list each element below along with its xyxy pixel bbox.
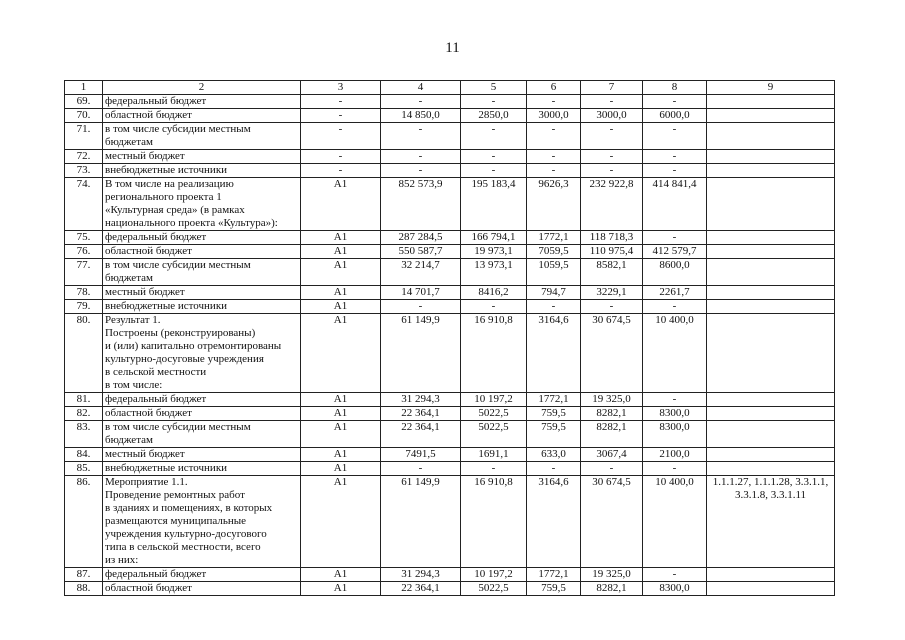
value-col7: 8282,1 (581, 582, 643, 596)
row-code: - (301, 164, 381, 178)
value-col8: 2261,7 (643, 286, 707, 300)
row-reference (707, 582, 835, 596)
table-row (65, 245, 835, 259)
value-col7: 3000,0 (581, 109, 643, 123)
value-col5: 2850,0 (461, 109, 527, 123)
table-row (65, 582, 835, 596)
row-code: - (301, 95, 381, 109)
row-number: 88. (65, 582, 103, 596)
value-col7: - (581, 150, 643, 164)
row-reference (707, 286, 835, 300)
value-col8: - (643, 150, 707, 164)
row-number: 77. (65, 259, 103, 286)
value-col5: 16 910,8 (461, 476, 527, 568)
value-col7: 3229,1 (581, 286, 643, 300)
header-cell: 7 (581, 81, 643, 95)
table-row (65, 150, 835, 164)
table-row (65, 109, 835, 123)
value-col5: - (461, 95, 527, 109)
value-col6: 7059,5 (527, 245, 581, 259)
page-number: 11 (445, 40, 460, 56)
value-col8: - (643, 95, 707, 109)
value-col8: 8300,0 (643, 582, 707, 596)
row-reference (707, 259, 835, 286)
row-number: 84. (65, 448, 103, 462)
header-cell: 6 (527, 81, 581, 95)
value-col4: 61 149,9 (381, 476, 461, 568)
table-row (65, 476, 835, 568)
row-name: местный бюджет (103, 286, 301, 300)
value-col6: 1772,1 (527, 231, 581, 245)
value-col7: - (581, 95, 643, 109)
row-reference (707, 448, 835, 462)
value-col5: 5022,5 (461, 582, 527, 596)
row-name: в том числе субсидии местным бюджетам (103, 123, 301, 150)
value-col8: 8300,0 (643, 421, 707, 448)
table-row (65, 178, 835, 231)
value-col7: 110 975,4 (581, 245, 643, 259)
value-col8: - (643, 123, 707, 150)
row-code: А1 (301, 476, 381, 568)
value-col5: 5022,5 (461, 421, 527, 448)
row-reference (707, 245, 835, 259)
row-reference (707, 568, 835, 582)
value-col7: 30 674,5 (581, 314, 643, 393)
row-code: А1 (301, 393, 381, 407)
value-col5: - (461, 300, 527, 314)
row-name: федеральный бюджет (103, 393, 301, 407)
value-col8: - (643, 462, 707, 476)
value-col4: 14 850,0 (381, 109, 461, 123)
value-col4: - (381, 300, 461, 314)
row-reference (707, 407, 835, 421)
value-col4: 31 294,3 (381, 568, 461, 582)
row-reference (707, 164, 835, 178)
row-name: внебюджетные источники (103, 462, 301, 476)
value-col6: 3164,6 (527, 314, 581, 393)
value-col5: 19 973,1 (461, 245, 527, 259)
value-col6: 759,5 (527, 407, 581, 421)
table-row (65, 286, 835, 300)
row-reference (707, 393, 835, 407)
value-col4: 852 573,9 (381, 178, 461, 231)
value-col4: 22 364,1 (381, 582, 461, 596)
table-row (65, 393, 835, 407)
row-name: областной бюджет (103, 407, 301, 421)
value-col8: 10 400,0 (643, 314, 707, 393)
table-row (65, 568, 835, 582)
value-col4: 287 284,5 (381, 231, 461, 245)
table-row (65, 123, 835, 150)
row-reference: 1.1.1.27, 1.1.1.28, 3.3.1.1, 3.3.1.8, 3.3.1.11 (707, 476, 835, 568)
row-number: 81. (65, 393, 103, 407)
table-row (65, 462, 835, 476)
value-col8: - (643, 300, 707, 314)
row-name: областной бюджет (103, 109, 301, 123)
row-code: А1 (301, 231, 381, 245)
value-col6: 759,5 (527, 582, 581, 596)
table-row (65, 421, 835, 448)
row-number: 76. (65, 245, 103, 259)
row-number: 85. (65, 462, 103, 476)
value-col5: 13 973,1 (461, 259, 527, 286)
header-cell: 2 (103, 81, 301, 95)
row-code: А1 (301, 448, 381, 462)
value-col4: - (381, 95, 461, 109)
row-number: 69. (65, 95, 103, 109)
value-col6: 3164,6 (527, 476, 581, 568)
value-col6: 3000,0 (527, 109, 581, 123)
value-col8: 8300,0 (643, 407, 707, 421)
row-reference (707, 95, 835, 109)
row-reference (707, 300, 835, 314)
value-col5: - (461, 462, 527, 476)
table-row (65, 300, 835, 314)
row-code: А1 (301, 245, 381, 259)
table-row (65, 95, 835, 109)
row-reference (707, 231, 835, 245)
row-reference (707, 178, 835, 231)
row-code: А1 (301, 178, 381, 231)
value-col6: 633,0 (527, 448, 581, 462)
value-col5: - (461, 123, 527, 150)
value-col7: - (581, 462, 643, 476)
value-col7: 3067,4 (581, 448, 643, 462)
row-name: Мероприятие 1.1. Проведение ремонтных работ в зданиях и помещениях, в которых размещаются муниципальные учреждения культурно-досугового типа в сельской местности, всего из них: (103, 476, 301, 568)
row-reference (707, 150, 835, 164)
row-number: 82. (65, 407, 103, 421)
row-number: 71. (65, 123, 103, 150)
value-col8: 8600,0 (643, 259, 707, 286)
table-row (65, 231, 835, 245)
value-col6: - (527, 462, 581, 476)
row-reference (707, 123, 835, 150)
value-col6: - (527, 164, 581, 178)
row-name: областной бюджет (103, 582, 301, 596)
value-col7: 19 325,0 (581, 393, 643, 407)
value-col4: 7491,5 (381, 448, 461, 462)
row-number: 86. (65, 476, 103, 568)
value-col7: - (581, 123, 643, 150)
row-number: 79. (65, 300, 103, 314)
table-row (65, 164, 835, 178)
value-col7: 118 718,3 (581, 231, 643, 245)
row-number: 70. (65, 109, 103, 123)
value-col8: 6000,0 (643, 109, 707, 123)
value-col6: 794,7 (527, 286, 581, 300)
row-code: А1 (301, 582, 381, 596)
value-col8: 412 579,7 (643, 245, 707, 259)
row-name: в том числе субсидии местным бюджетам (103, 421, 301, 448)
row-number: 75. (65, 231, 103, 245)
value-col5: 5022,5 (461, 407, 527, 421)
value-col7: 8282,1 (581, 407, 643, 421)
row-code: А1 (301, 314, 381, 393)
value-col6: - (527, 95, 581, 109)
value-col4: 14 701,7 (381, 286, 461, 300)
value-col4: - (381, 150, 461, 164)
row-name: внебюджетные источники (103, 300, 301, 314)
header-cell: 5 (461, 81, 527, 95)
table-row (65, 448, 835, 462)
value-col4: 550 587,7 (381, 245, 461, 259)
row-code: А1 (301, 462, 381, 476)
row-name: федеральный бюджет (103, 231, 301, 245)
value-col5: 1691,1 (461, 448, 527, 462)
value-col8: - (643, 568, 707, 582)
table-header-row (65, 81, 835, 95)
row-code: - (301, 109, 381, 123)
row-number: 83. (65, 421, 103, 448)
row-reference (707, 462, 835, 476)
value-col4: 31 294,3 (381, 393, 461, 407)
row-name: местный бюджет (103, 448, 301, 462)
row-name: федеральный бюджет (103, 95, 301, 109)
table-row (65, 407, 835, 421)
value-col6: 1772,1 (527, 568, 581, 582)
header-cell: 1 (65, 81, 103, 95)
header-cell: 8 (643, 81, 707, 95)
row-code: А1 (301, 407, 381, 421)
row-number: 78. (65, 286, 103, 300)
row-reference (707, 109, 835, 123)
row-code: А1 (301, 259, 381, 286)
row-name: областной бюджет (103, 245, 301, 259)
value-col6: - (527, 300, 581, 314)
row-name: федеральный бюджет (103, 568, 301, 582)
value-col7: 19 325,0 (581, 568, 643, 582)
value-col7: 8282,1 (581, 421, 643, 448)
value-col4: - (381, 462, 461, 476)
value-col7: - (581, 164, 643, 178)
value-col5: 10 197,2 (461, 568, 527, 582)
value-col4: 32 214,7 (381, 259, 461, 286)
value-col4: - (381, 164, 461, 178)
value-col8: 414 841,4 (643, 178, 707, 231)
value-col4: 22 364,1 (381, 421, 461, 448)
row-reference (707, 314, 835, 393)
value-col5: 195 183,4 (461, 178, 527, 231)
table-row (65, 259, 835, 286)
row-name: в том числе субсидии местным бюджетам (103, 259, 301, 286)
row-code: А1 (301, 421, 381, 448)
table-body (65, 95, 835, 596)
row-name: В том числе на реализацию регионального проекта 1 «Культурная среда» (в рамках национального проекта «Культура»): (103, 178, 301, 231)
value-col8: 10 400,0 (643, 476, 707, 568)
value-col4: 22 364,1 (381, 407, 461, 421)
header-cell: 4 (381, 81, 461, 95)
value-col4: 61 149,9 (381, 314, 461, 393)
value-col6: - (527, 123, 581, 150)
value-col5: 166 794,1 (461, 231, 527, 245)
value-col6: 9626,3 (527, 178, 581, 231)
header-cell: 9 (707, 81, 835, 95)
row-number: 73. (65, 164, 103, 178)
value-col5: - (461, 164, 527, 178)
value-col5: 16 910,8 (461, 314, 527, 393)
value-col7: 30 674,5 (581, 476, 643, 568)
row-number: 87. (65, 568, 103, 582)
value-col8: - (643, 164, 707, 178)
row-code: А1 (301, 286, 381, 300)
value-col8: - (643, 231, 707, 245)
row-number: 72. (65, 150, 103, 164)
value-col5: 10 197,2 (461, 393, 527, 407)
table-row (65, 314, 835, 393)
value-col6: 1059,5 (527, 259, 581, 286)
row-name: внебюджетные источники (103, 164, 301, 178)
value-col5: - (461, 150, 527, 164)
value-col6: 759,5 (527, 421, 581, 448)
row-code: А1 (301, 568, 381, 582)
row-code: А1 (301, 300, 381, 314)
value-col8: - (643, 393, 707, 407)
value-col8: 2100,0 (643, 448, 707, 462)
value-col7: - (581, 300, 643, 314)
value-col7: 8582,1 (581, 259, 643, 286)
budget-table (64, 80, 835, 596)
row-name: местный бюджет (103, 150, 301, 164)
row-name: Результат 1. Построены (реконструированы) и (или) капитально отремонтированы культурно-досуговые учреждения в сельской местности в том числе: (103, 314, 301, 393)
value-col7: 232 922,8 (581, 178, 643, 231)
value-col4: - (381, 123, 461, 150)
value-col6: 1772,1 (527, 393, 581, 407)
row-code: - (301, 123, 381, 150)
row-number: 80. (65, 314, 103, 393)
header-cell: 3 (301, 81, 381, 95)
row-number: 74. (65, 178, 103, 231)
value-col5: 8416,2 (461, 286, 527, 300)
value-col6: - (527, 150, 581, 164)
row-code: - (301, 150, 381, 164)
row-reference (707, 421, 835, 448)
